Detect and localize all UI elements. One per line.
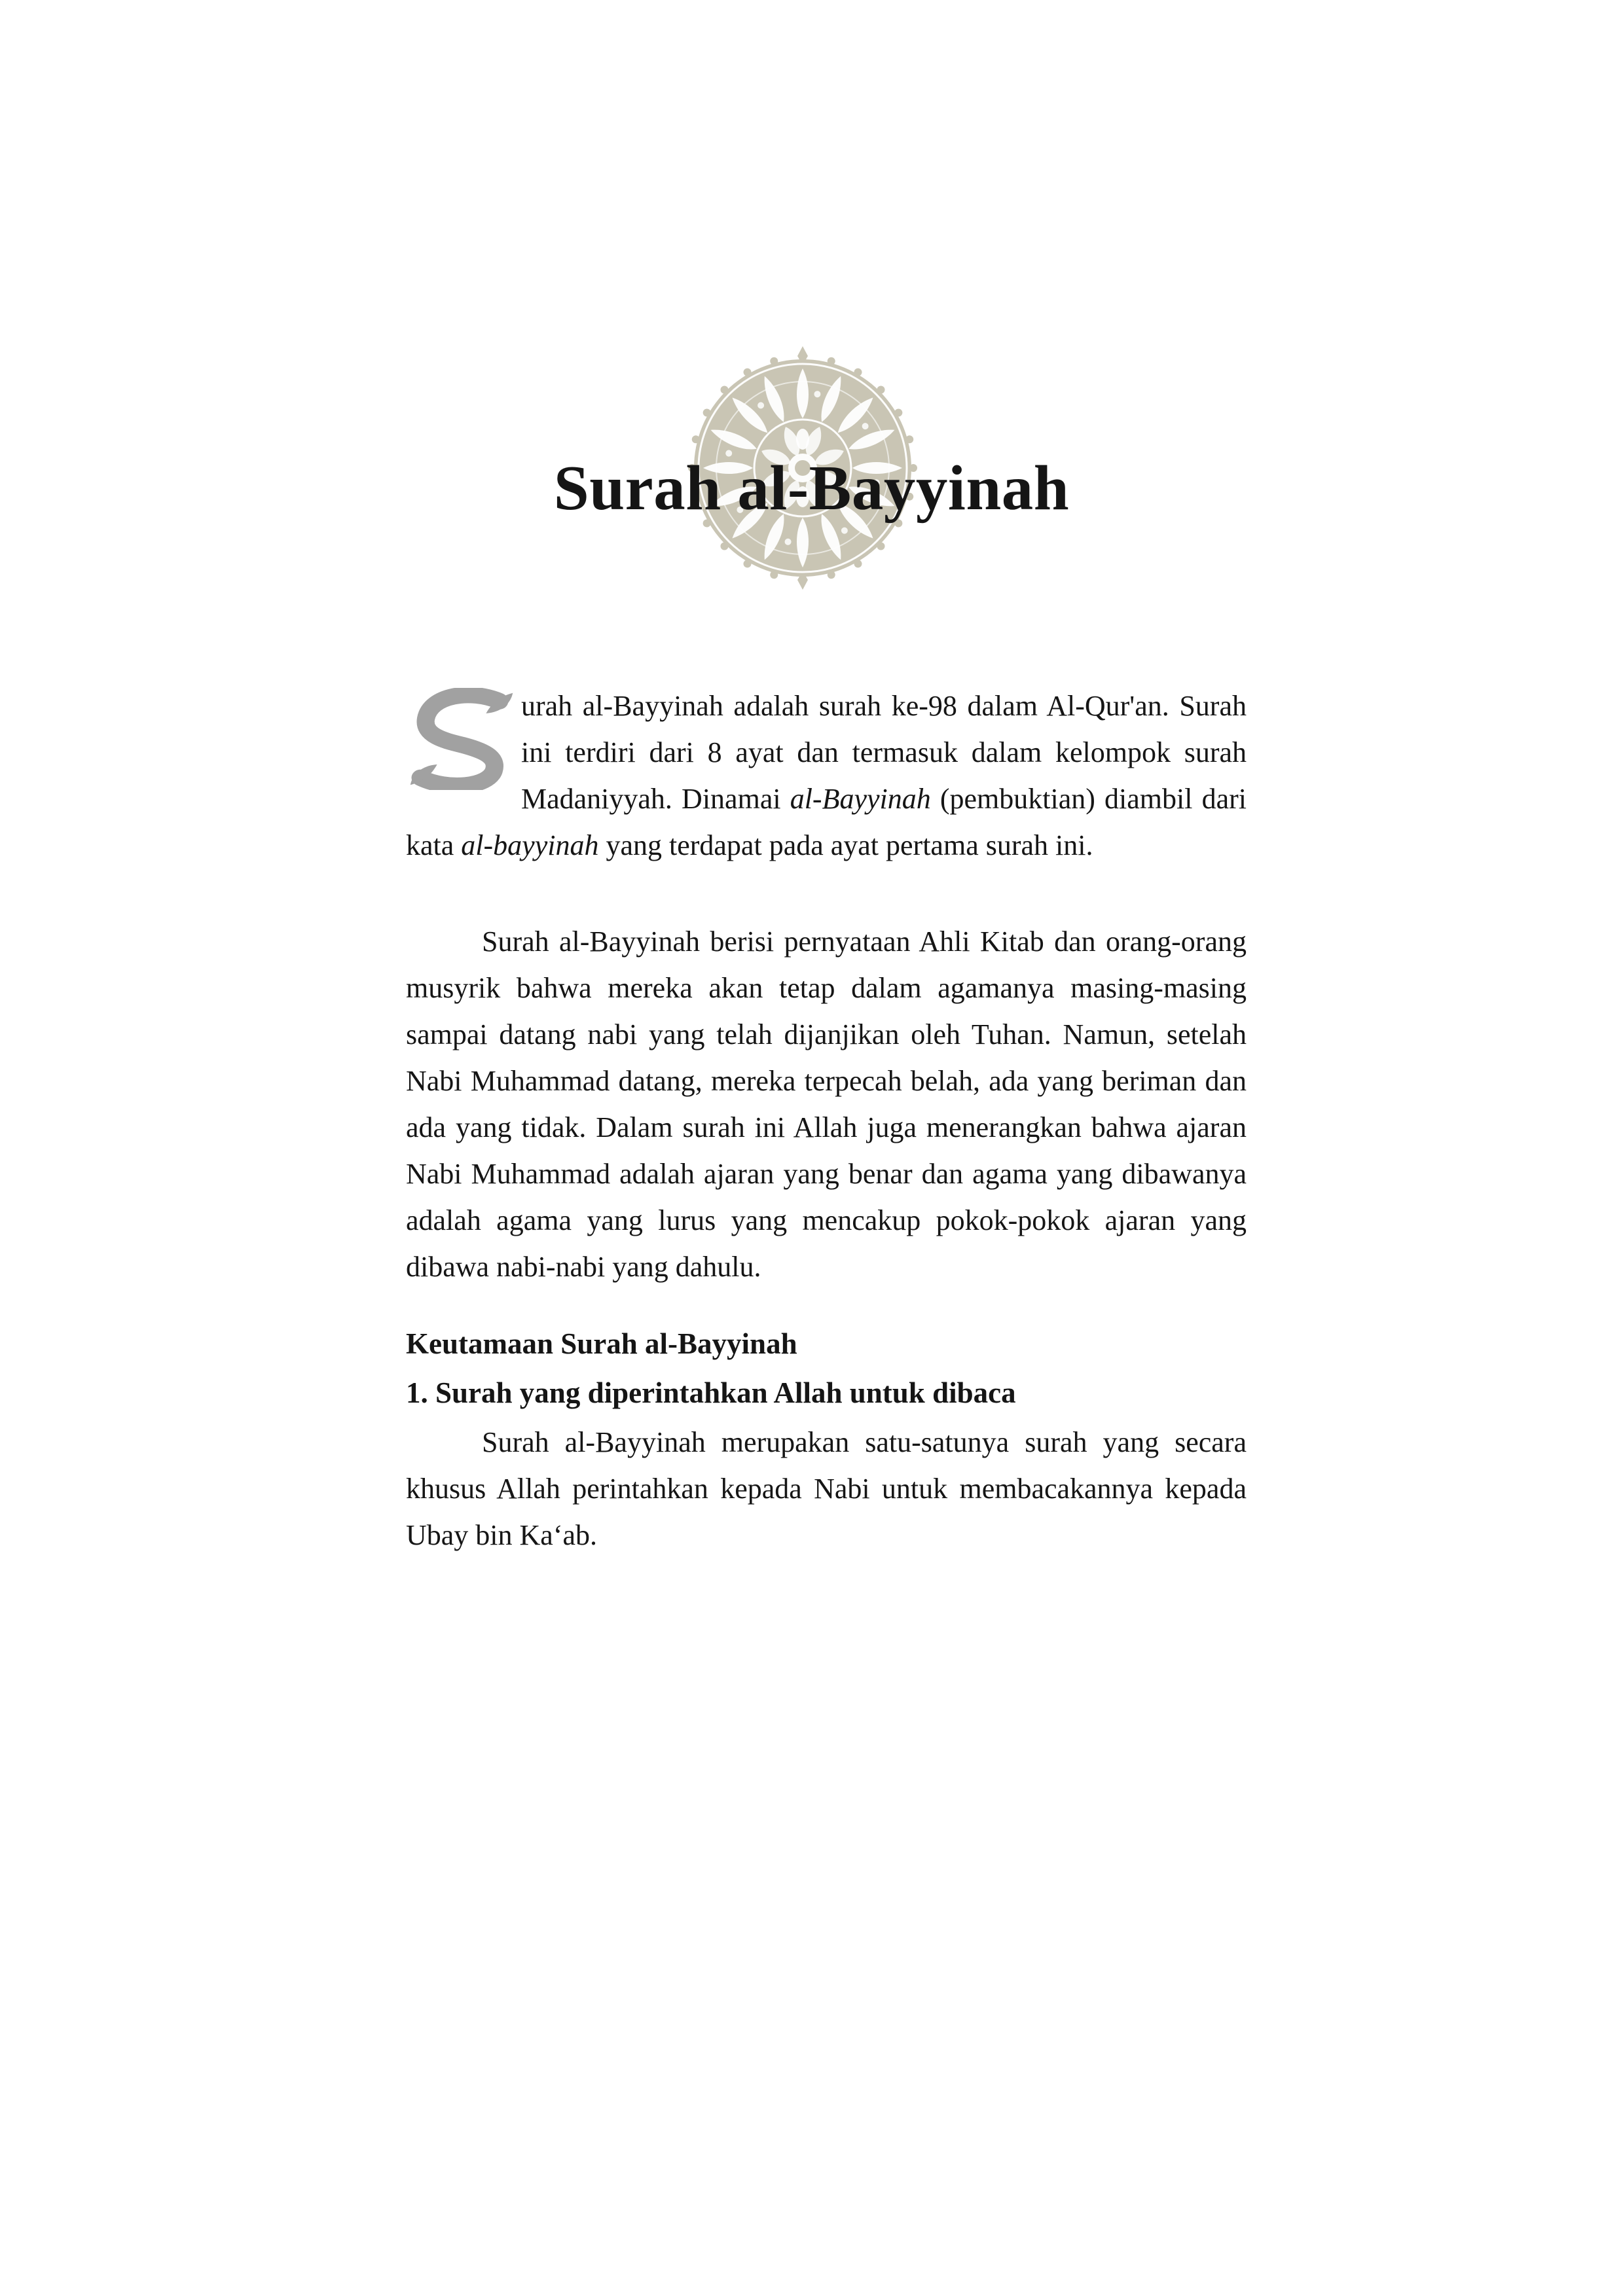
drop-cap-letter [406, 790, 407, 791]
page-title: Surah al-Bayyinah [553, 453, 1070, 523]
intro-text-start: urah al-Bayyinah adalah surah ke-98 dalam Al-Qur'an. Surah ini terdiri dari 8 ayat dan termasuk dalam kelompok surah Madaniyyah. Dinamai [521, 690, 1247, 815]
drop-cap [406, 683, 521, 822]
body-paragraph: Surah al-Bayyinah berisi pernyataan Ahli Kitab dan orang-orang musyrik bahwa mereka akan tetap dalam agamanya masing-masing sampai datang nabi yang telah dijanjikan oleh Tuhan. Namun, setelah Nabi Muhammad datang, mereka terpecah belah, ada yang beriman dan ada yang tidak. Dalam surah ini Allah juga menerangkan bahwa ajaran Nabi Muhammad adalah ajaran yang benar dan agama yang dibawanya adalah agama yang lurus yang mencakup pokok-pokok ajaran yang dibawa nabi-nabi yang dahulu. [406, 925, 1247, 1283]
italic-term-al-bayyinah-lower: al-bayyinah [461, 829, 599, 861]
intro-paragraph [406, 683, 1247, 869]
section-paragraph: Surah al-Bayyinah merupakan satu-satunya surah yang secara khusus Allah perintahkan kepada Nabi untuk membacakannya kepada Ubay bin Kaʻab. [406, 1426, 1247, 1551]
section-heading: Keutamaan Surah al-Bayyinah [406, 1327, 797, 1360]
section-subheading: 1. Surah yang diperintahkan Allah untuk dibaca [406, 1376, 1016, 1409]
italic-term-al-bayyinah: al-Bayyinah [790, 783, 931, 815]
drop-cap-s-glyph-icon [406, 688, 517, 790]
intro-text-end: yang terdapat pada ayat pertama surah ini. [598, 829, 1093, 861]
intro-text-mid: (pembuktian) diambil dari kata [406, 783, 1247, 861]
